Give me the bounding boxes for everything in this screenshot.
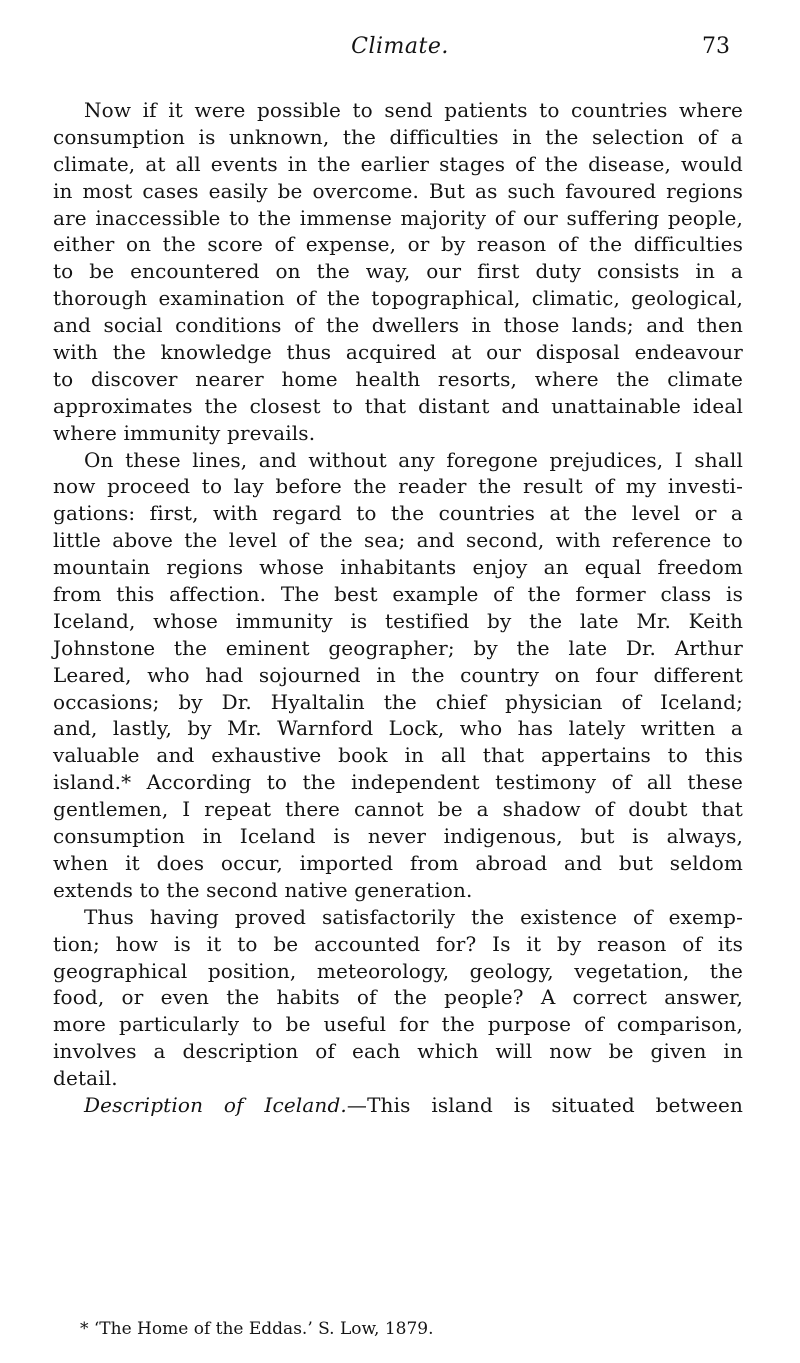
text-line: valuable and exhaustive book in all that appertains to this xyxy=(53,743,743,768)
text-line: and social conditions of the dwellers in those lands; and then xyxy=(53,313,743,338)
text-line: tion; how is it to be accounted for? Is it by reason of its xyxy=(53,931,743,956)
text-line: food, or even the habits of the people? A correct answer, xyxy=(53,985,743,1010)
running-title: Climate. xyxy=(351,34,449,59)
text-line: from this affection. The best example of the former class is xyxy=(53,582,743,607)
text-line: occasions; by Dr. Hyaltalin the chief physician of Iceland; xyxy=(53,689,743,714)
footnote: * ‘The Home of the Eddas.’ S. Low, 1879. xyxy=(80,1319,434,1339)
text-line: geographical position, meteorology, geology, vegetation, the xyxy=(53,958,743,983)
text-line: to discover nearer home health resorts, where the climate xyxy=(53,366,743,391)
text-line: more particularly to be useful for the purpose of comparison, xyxy=(53,1012,743,1037)
text-line: consumption in Iceland is never indigenous, but is always, xyxy=(53,824,743,849)
text-line: and, lastly, by Mr. Warnford Lock, who has lately written a xyxy=(53,716,743,741)
text-line: approximates the closest to that distant and unattainable ideal xyxy=(53,393,743,418)
text-line: Iceland, whose immunity is testified by the late Mr. Keith xyxy=(53,608,743,633)
text-line: gentlemen, I repeat there cannot be a shadow of doubt that xyxy=(53,797,743,822)
text-line: extends to the second native generation. xyxy=(53,877,473,902)
text-line: consumption is unknown, the difficulties in the selection of a xyxy=(53,124,743,149)
text-line: island.* According to the independent testimony of all these xyxy=(53,770,743,795)
text-line: On these lines, and without any foregone prejudices, I shall xyxy=(84,447,743,472)
text-line: either on the score of expense, or by reason of the difficulties xyxy=(53,232,743,257)
text-line: where immunity prevails. xyxy=(53,420,316,445)
text-line: involves a description of each which will now be given in xyxy=(53,1039,743,1064)
text-line: Leared, who had sojourned in the country on four different xyxy=(53,662,743,687)
text-line: when it does occur, imported from abroad and but seldom xyxy=(53,850,743,875)
section-heading-line xyxy=(53,1092,743,1119)
text-line: are inaccessible to the immense majority of our suffering people, xyxy=(53,205,743,230)
text-line: in most cases easily be overcome. But as such favoured regions xyxy=(53,178,743,203)
text-line: now proceed to lay before the reader the result of my investi- xyxy=(53,474,743,499)
text-line: Now if it were possible to send patients to countries where xyxy=(84,98,743,122)
section-heading-continuation: —This island is situated between xyxy=(346,1092,743,1117)
body-text xyxy=(53,97,743,1119)
text-line: climate, at all events in the earlier stages of the disease, would xyxy=(53,151,743,176)
text-line: Johnstone the eminent geographer; by the late Dr. Arthur xyxy=(53,635,743,660)
page-number: 73 xyxy=(702,34,730,59)
text-line: detail. xyxy=(53,1066,118,1091)
text-line: little above the level of the sea; and second, with reference to xyxy=(53,528,743,553)
text-line: Thus having proved satisfactorily the existence of exemp- xyxy=(84,904,743,929)
text-line: mountain regions whose inhabitants enjoy an equal freedom xyxy=(53,555,743,580)
text-line: gations: first, with regard to the countries at the level or a xyxy=(53,501,743,526)
text-line: to be encountered on the way, our first duty consists in a xyxy=(53,259,743,284)
text-line: thorough examination of the topographical, climatic, geological, xyxy=(53,286,743,311)
text-line: with the knowledge thus acquired at our disposal endeavour xyxy=(53,340,743,365)
section-heading: Description of Iceland. xyxy=(84,1092,347,1117)
